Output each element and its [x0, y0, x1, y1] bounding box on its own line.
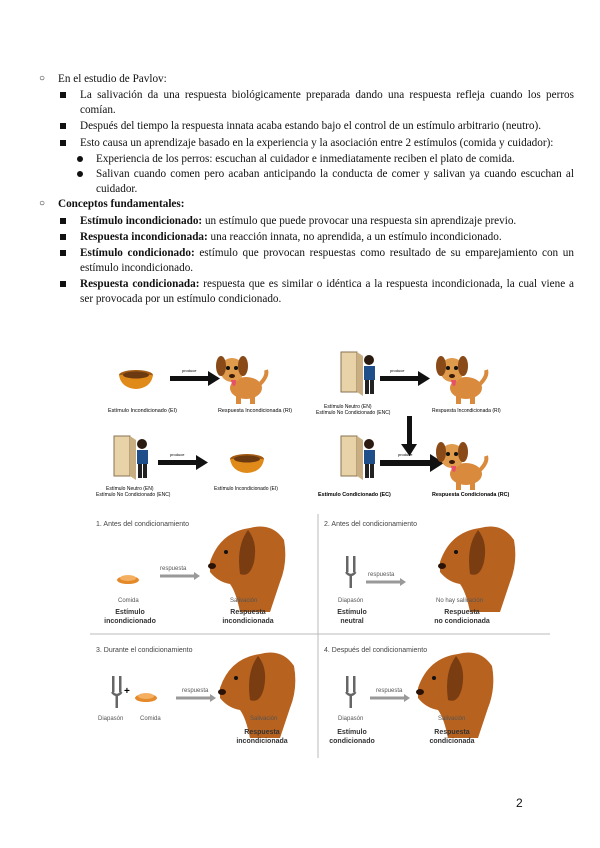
produce-label: produce — [398, 452, 413, 457]
food-bowl-icon — [230, 454, 264, 473]
response-type-label: no condicionada — [434, 618, 490, 625]
stimulus-label: Estímulo — [115, 609, 145, 616]
sub-bullet: Esto causa un aprendizaje basado en la experiencia y la asociación entre 2 estímulos (comida y cuidador): — [38, 136, 574, 150]
pavlov-diagram-top — [84, 350, 546, 510]
arrow-head — [196, 455, 208, 470]
dog-icon — [218, 653, 295, 739]
response-type-label: condicionada — [429, 738, 475, 745]
tuning-fork-icon — [112, 676, 122, 708]
square-bullet-icon — [60, 250, 66, 256]
sub-bullet: Después del tiempo la respuesta innata acaba estando bajo el control de un estímulo arbitrario (neutro). — [38, 119, 574, 133]
stimulus-label: Estímulo — [337, 609, 367, 616]
dog-icon — [416, 653, 493, 739]
caption-enc: Estímulo No Condicionado (ENC) — [316, 410, 391, 416]
sub-sub-bullet: Experiencia de los perros: escuchan al cuidador e inmediatamente reciben el plato de comida. — [38, 152, 574, 166]
response-type-label: incondicionada — [236, 738, 288, 745]
fork-label: Diapasón — [338, 716, 364, 722]
food-icon — [117, 575, 139, 584]
cartoon-dog-icon — [436, 442, 486, 490]
bullet-pavlov — [38, 72, 574, 86]
panel-3-title: 3. Durante el condicionamiento — [96, 647, 193, 654]
salivation-label: Salivación — [230, 598, 258, 604]
tuning-fork-icon — [346, 676, 356, 708]
square-bullet-icon — [60, 218, 66, 224]
response-type-label: Respuesta — [230, 609, 266, 616]
response-label: respuesta — [182, 688, 209, 694]
bullet-text: En el estudio de Pavlov: — [58, 73, 167, 85]
circle-bullet-icon: ○ — [39, 198, 46, 210]
caption-rc: Respuesta Condicionada (RC) — [432, 492, 510, 498]
square-bullet-icon — [60, 140, 66, 146]
panel-1-title: 1. Antes del condicionamiento — [96, 521, 190, 528]
pavlov-diagram-panels — [90, 514, 550, 758]
caption-ei2: Estímulo Incondicionado (EI) — [214, 486, 278, 492]
square-bullet-icon — [60, 234, 66, 240]
stimulus-label: neutral — [340, 618, 364, 625]
food-icon — [135, 693, 157, 702]
plus-icon: + — [124, 686, 130, 697]
fork-label: Diapasón — [338, 598, 364, 604]
arrow-shaft — [170, 376, 208, 381]
response-arrow — [160, 572, 200, 580]
response-type-label: Respuesta — [434, 729, 470, 736]
down-arrow-shaft — [407, 416, 412, 446]
panel-2-title: 2. Antes del condicionamiento — [324, 521, 418, 528]
square-bullet-icon — [60, 123, 66, 129]
response-arrow — [366, 578, 406, 586]
response-label: respuesta — [160, 566, 187, 572]
square-bullet-icon — [60, 281, 66, 287]
response-label: respuesta — [368, 572, 395, 578]
no-salivation-label: No hay salivación — [436, 598, 484, 604]
arrow-shaft — [158, 460, 196, 465]
salivation-label: Salivación — [438, 716, 466, 722]
arrow-shaft — [380, 460, 430, 466]
door-caretaker-icon — [114, 436, 148, 480]
caption-ri: Respuesta Incondicionada (RI) — [218, 408, 293, 414]
caption-ei: Estímulo Incondicionado (EI) — [108, 408, 177, 414]
concept-item: Estímulo incondicionado: un estímulo que puede provocar una respuesta sin aprendizaje previo. — [38, 214, 574, 228]
cartoon-dog-icon — [216, 356, 266, 404]
produce-label: produce — [182, 368, 197, 373]
produce-label: produce — [170, 452, 185, 457]
stimulus-label: incondicionado — [104, 618, 156, 625]
caption-en: Estímulo Neutro (EN) — [324, 404, 372, 410]
arrow-shaft — [380, 376, 418, 381]
door-caretaker-icon — [341, 436, 375, 480]
response-arrow — [370, 694, 410, 702]
circle-bullet-icon: ○ — [39, 73, 46, 84]
caption-en2: Estímulo Neutro (EN) — [106, 486, 154, 492]
arrow-head — [418, 371, 430, 386]
door-caretaker-icon — [341, 352, 375, 396]
response-type-label: Respuesta — [444, 609, 480, 616]
fork-label: Diapasón — [98, 716, 124, 722]
caption-ec: Estímulo Condicionado (EC) — [318, 492, 391, 498]
response-label: respuesta — [376, 688, 403, 694]
concept-item: Respuesta incondicionada: una reacción innata, no aprendida, a un estímulo incondicionado. — [38, 230, 574, 244]
caption-enc2: Estímulo No Condicionado (ENC) — [96, 492, 171, 498]
tuning-fork-icon — [346, 556, 356, 588]
produce-label: produce — [390, 368, 405, 373]
notes-text — [38, 72, 574, 308]
concept-item: Estímulo condicionado: estímulo que provocan respuestas como resultado de su emparejamiento con un estímulo incondicionado. — [38, 246, 574, 275]
cartoon-dog-icon — [436, 356, 486, 404]
concept-item: Respuesta condicionada: respuesta que es similar o idéntica a la respuesta incondicionada, la cual viene a ser provocada por un estímulo condicionado. — [38, 277, 574, 306]
stimulus-label: Estímulo — [337, 729, 367, 736]
food-label: Comida — [140, 716, 161, 722]
response-arrow — [176, 694, 216, 702]
sub-bullet: La salivación da una respuesta biológicamente preparada dando una respuesta refleja cuando los perros comían. — [38, 88, 574, 117]
response-type-label: Respuesta — [244, 729, 280, 736]
sub-sub-bullet: Salivan cuando comen pero acaban anticipando la conducta de comer y salivan ya cuando escuchan al cuidador. — [38, 167, 574, 196]
food-label: Comida — [118, 598, 139, 604]
square-bullet-icon — [60, 92, 66, 98]
caption-ri2: Respuesta Incondicionada (RI) — [432, 408, 501, 414]
bullet-heading: Conceptos fundamentales: — [58, 198, 185, 211]
page-number: 2 — [516, 796, 523, 810]
dot-bullet-icon — [77, 171, 83, 177]
bullet-conceptos — [38, 197, 574, 211]
stimulus-label: condicionado — [329, 738, 375, 745]
salivation-label: Salivación — [250, 716, 278, 722]
dot-bullet-icon — [77, 156, 83, 162]
food-bowl-icon — [119, 370, 153, 389]
response-type-label: incondicionada — [222, 618, 274, 625]
panel-4-title: 4. Después del condicionamiento — [324, 647, 428, 654]
